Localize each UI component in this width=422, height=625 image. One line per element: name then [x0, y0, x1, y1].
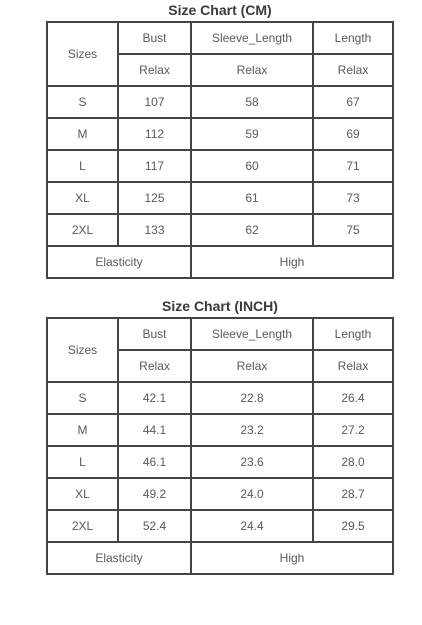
table-row [47, 382, 393, 414]
length-header: Length [313, 22, 393, 54]
size-cell: L [47, 446, 118, 478]
size-cell: S [47, 86, 118, 118]
bust-cell: 125 [118, 182, 191, 214]
sleeve-length-cell: 62 [191, 214, 313, 246]
sleeve-length-cell: 23.2 [191, 414, 313, 446]
length-cell: 26.4 [313, 382, 393, 414]
table-row [47, 214, 393, 246]
length-fit-label: Relax [313, 350, 393, 382]
bust-cell: 42.1 [118, 382, 191, 414]
bust-cell: 117 [118, 150, 191, 182]
bust-header: Bust [118, 318, 191, 350]
length-cell: 71 [313, 150, 393, 182]
sleeve-length-cell: 61 [191, 182, 313, 214]
bust-cell: 133 [118, 214, 191, 246]
elasticity-label: Elasticity [47, 246, 191, 278]
length-fit-label: Relax [313, 54, 393, 86]
sleeve-length-fit-label: Relax [191, 54, 313, 86]
sleeve-length-cell: 24.4 [191, 510, 313, 542]
table-row [47, 118, 393, 150]
sleeve-length-cell: 23.6 [191, 446, 313, 478]
bust-cell: 44.1 [118, 414, 191, 446]
sleeve-length-cell: 24.0 [191, 478, 313, 510]
bust-cell: 52.4 [118, 510, 191, 542]
size-cell: M [47, 414, 118, 446]
sleeve-length-cell: 59 [191, 118, 313, 150]
size-cell: XL [47, 478, 118, 510]
elasticity-value: High [191, 542, 393, 574]
length-cell: 27.2 [313, 414, 393, 446]
bust-cell: 46.1 [118, 446, 191, 478]
table-row [47, 150, 393, 182]
bust-header: Bust [118, 22, 191, 54]
table-row [47, 182, 393, 214]
elasticity-label: Elasticity [47, 542, 191, 574]
bust-fit-label: Relax [118, 350, 191, 382]
size-cell: XL [47, 182, 118, 214]
size-cell: S [47, 382, 118, 414]
length-cell: 69 [313, 118, 393, 150]
sleeve-length-header: Sleeve_Length [191, 22, 313, 54]
cm-chart-title: Size Chart (CM) [168, 2, 272, 18]
size-cell: 2XL [47, 510, 118, 542]
length-cell: 28.0 [313, 446, 393, 478]
size-cell: M [47, 118, 118, 150]
cm-size-table [46, 21, 394, 279]
bust-cell: 49.2 [118, 478, 191, 510]
bust-fit-label: Relax [118, 54, 191, 86]
sleeve-length-cell: 58 [191, 86, 313, 118]
sleeve-length-header: Sleeve_Length [191, 318, 313, 350]
length-cell: 28.7 [313, 478, 393, 510]
length-cell: 75 [313, 214, 393, 246]
sleeve-length-cell: 22.8 [191, 382, 313, 414]
length-cell: 29.5 [313, 510, 393, 542]
elasticity-row [47, 246, 393, 278]
table-row [47, 414, 393, 446]
table-row [47, 446, 393, 478]
inch-size-table [46, 317, 394, 575]
table-header-row [47, 22, 393, 54]
elasticity-value: High [191, 246, 393, 278]
sleeve-length-fit-label: Relax [191, 350, 313, 382]
sizes-header: Sizes [47, 318, 118, 382]
length-cell: 67 [313, 86, 393, 118]
length-cell: 73 [313, 182, 393, 214]
bust-cell: 107 [118, 86, 191, 118]
length-header: Length [313, 318, 393, 350]
sleeve-length-cell: 60 [191, 150, 313, 182]
table-header-row [47, 318, 393, 350]
size-cell: L [47, 150, 118, 182]
table-row [47, 478, 393, 510]
size-cell: 2XL [47, 214, 118, 246]
table-row [47, 86, 393, 118]
bust-cell: 112 [118, 118, 191, 150]
elasticity-row [47, 542, 393, 574]
table-row [47, 510, 393, 542]
inch-chart-title: Size Chart (INCH) [162, 298, 278, 314]
sizes-header: Sizes [47, 22, 118, 86]
